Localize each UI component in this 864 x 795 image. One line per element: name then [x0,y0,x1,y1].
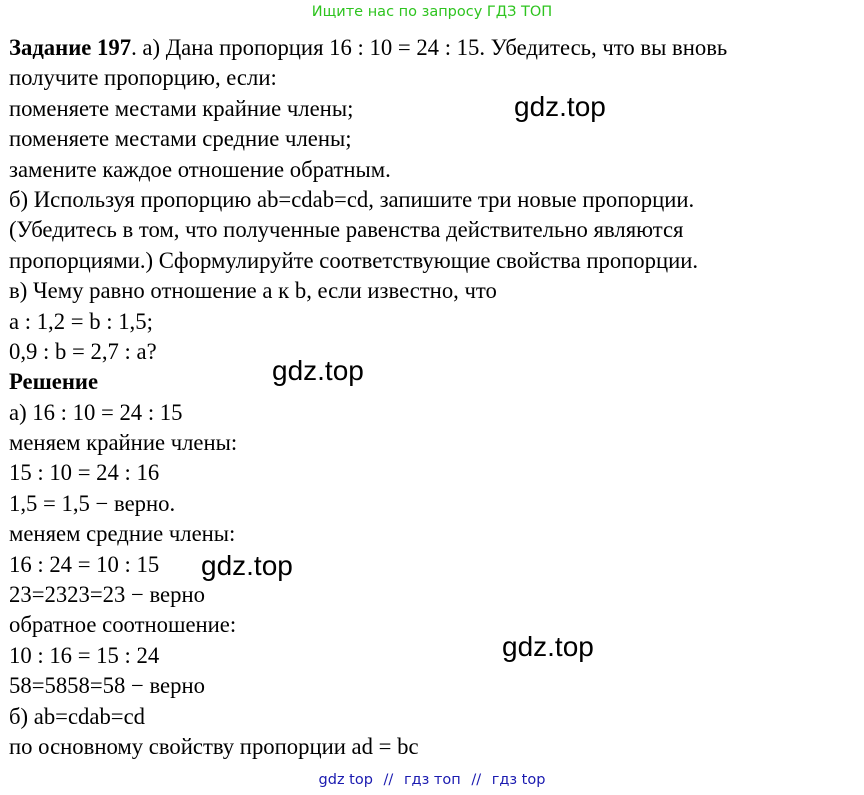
footer-link[interactable]: гдз топ [403,772,461,788]
task-line: в) Чему равно отношение a к b, если известно, что [9,278,497,304]
footer-links [0,768,864,792]
task-line: (Убедитесь в том, что полученные равенства действительно являются [9,217,684,243]
task-line: поменяете местами крайние члены; [9,95,354,121]
solution-line: 16 : 24 = 10 : 15 [9,551,160,577]
task-line: получите пропорцию, если: [9,65,277,91]
task-line: замените каждое отношение обратным. [9,156,391,182]
solution-line: 1,5 = 1,5 − верно. [9,490,176,516]
solution-line: по основному свойству пропорции ad = bc [9,733,419,759]
watermark: gdz.top [514,91,606,122]
task-statement-text: . а) Дана пропорция 16 : 10 = 24 : 15. Убедитесь, что вы вновь [131,35,728,60]
search-hint-text: Ищите нас по запросу ГДЗ ТОП [311,4,553,20]
solution-heading: Решение [9,369,99,395]
task-line: поменяете местами средние члены; [9,126,352,152]
watermark: gdz.top [201,550,293,581]
search-hint-banner [0,0,864,24]
task-statement-line [9,33,861,63]
task-line: пропорциями.) Сформулируйте соответствующие свойства пропорции. [9,247,699,273]
footer-separator: // [383,772,394,788]
task-line: б) Используя пропорцию ab=cdab=cd, запишите три новые пропорции. [9,186,695,212]
footer-separator: // [471,772,482,788]
solution-line: обратное соотношение: [9,612,237,638]
watermark: gdz.top [272,355,364,386]
solution-line: 23=2323=23 − верно [9,582,205,608]
task-line: a : 1,2 = b : 1,5; [9,308,153,334]
task-title: Задание 197 [9,35,132,60]
watermark: gdz.top [502,631,594,662]
footer-link[interactable]: гдз top [491,772,546,788]
solution-line: меняем крайние члены: [9,430,238,456]
solution-line: 58=5858=58 − верно [9,673,205,699]
solution-line: меняем средние члены: [9,521,236,547]
solution-line: а) 16 : 10 = 24 : 15 [9,399,183,425]
task-line: 0,9 : b = 2,7 : a? [9,338,157,364]
solution-line: 15 : 10 = 24 : 16 [9,460,160,486]
solution-line: 10 : 16 = 15 : 24 [9,642,160,668]
solution-line: б) ab=cdab=cd [9,703,146,729]
task-document [9,33,861,762]
footer-link[interactable]: gdz top [318,772,373,788]
